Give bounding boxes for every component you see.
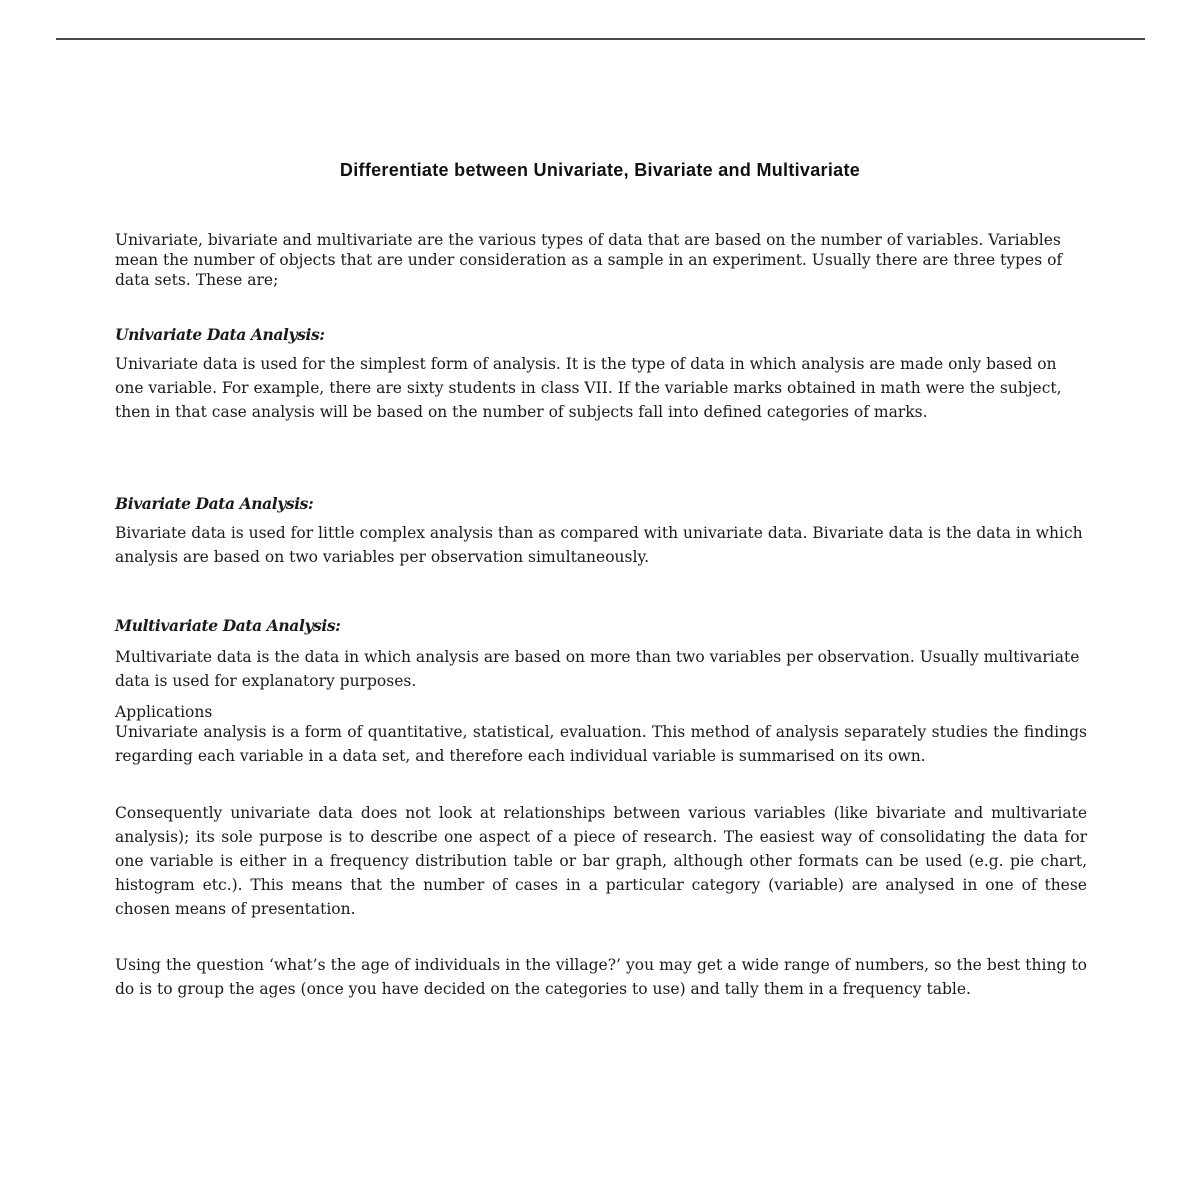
univariate-paragraph: Univariate data is used for the simplest form of analysis. It is the type of data in which analysis are made only based on one variable. For example, there are sixty students in class VII. If the variable marks obtained in math were the subject, then in that case analysis will be based on the number of subjects fall into defined categories of marks.	[115, 355, 1062, 421]
bivariate-heading: Bivariate Data Analysis:	[115, 494, 314, 513]
header-rule	[56, 38, 1145, 40]
univariate-heading: Univariate Data Analysis:	[115, 325, 325, 344]
applications-label: Applications	[115, 703, 213, 721]
intro-paragraph: Univariate, bivariate and multivariate are the various types of data that are based on the number of variables. Variables mean the number of objects that are under consideration as a sample in an experiment. Usually there are three types of data sets. These are;	[115, 231, 1063, 289]
bivariate-paragraph: Bivariate data is used for little complex analysis than as compared with univariate data. Bivariate data is the data in which analysis are based on two variables per observation simultaneously.	[115, 524, 1083, 566]
applications-paragraph-3: Using the question ‘what’s the age of individuals in the village?’ you may get a wide range of numbers, so the best thing to do is to group the ages (once you have decided on the categories to use) and tally them in a frequency table.	[115, 956, 1087, 998]
applications-paragraph-2: Consequently univariate data does not look at relationships between various variables (like bivariate and multivariate analysis); its sole purpose is to describe one aspect of a piece of research. The easiest way of consolidating the data for one variable is either in a frequency distribution table or bar graph, although other formats can be used (e.g. pie chart, histogram etc.). This means that the number of cases in a particular category (variable) are analysed in one of these chosen means of presentation.	[115, 804, 1087, 918]
applications-paragraph-1: Univariate analysis is a form of quantitative, statistical, evaluation. This method of analysis separately studies the findings regarding each variable in a data set, and therefore each individual variable is summarised on its own.	[115, 723, 1087, 765]
document-title: Differentiate between Univariate, Bivariate and Multivariate	[339, 160, 861, 180]
multivariate-paragraph: Multivariate data is the data in which analysis are based on more than two variables per observation. Usually multivariate data is used for explanatory purposes.	[115, 648, 1080, 690]
multivariate-heading: Multivariate Data Analysis:	[115, 616, 341, 635]
